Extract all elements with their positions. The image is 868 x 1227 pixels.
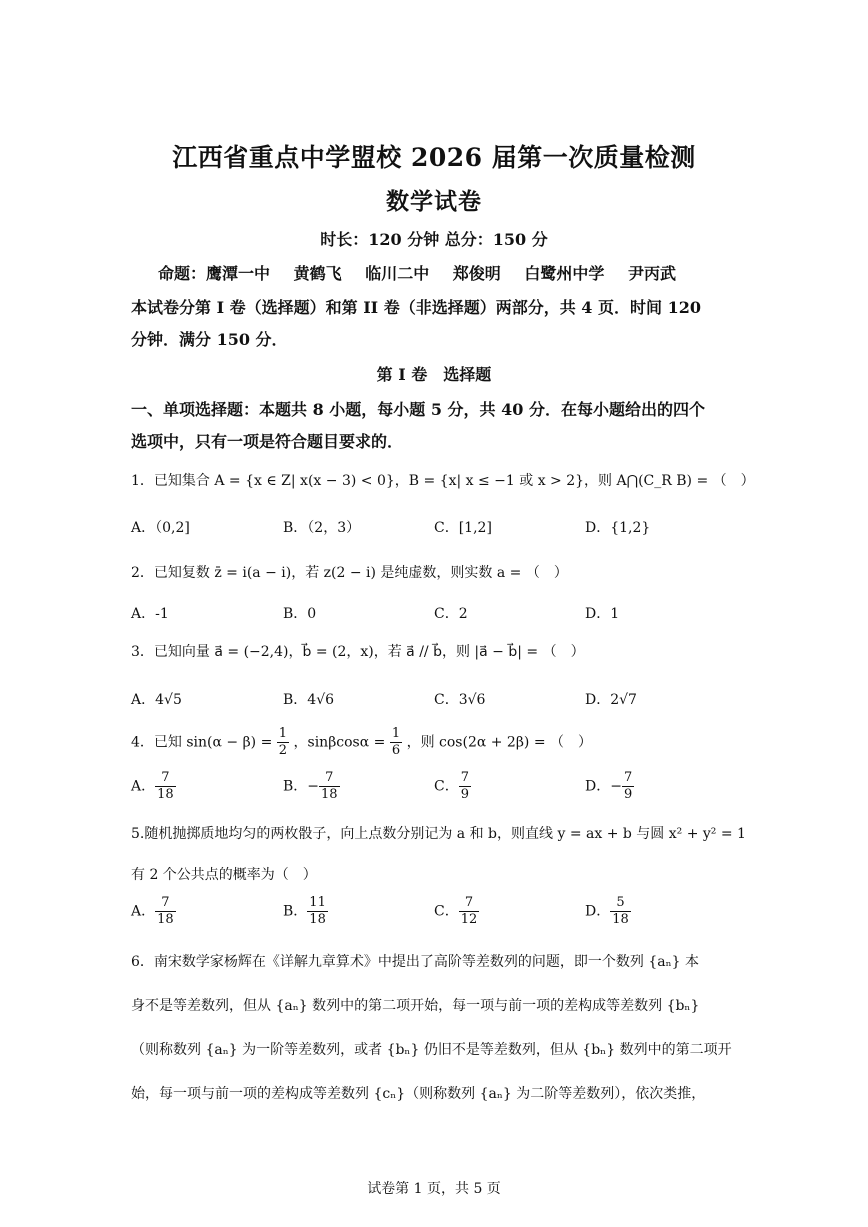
option-fraction (155, 895, 176, 928)
option-fraction (459, 895, 480, 928)
option-label: C． (434, 903, 459, 920)
exam-subtitle: 数学试卷 (386, 188, 482, 215)
question-1-option-c: C．[1,2] (434, 520, 492, 536)
option-sign: − (307, 778, 320, 795)
fraction-numerator: 7 (155, 770, 176, 787)
fraction-denominator: 2 (278, 743, 288, 758)
fraction-denominator: 9 (460, 787, 469, 802)
question-2-option-c: C．2 (434, 606, 468, 622)
question-4-stem-prefix: 4．已知 sin(α − β) = (131, 734, 273, 751)
question-5-option-c (434, 895, 479, 928)
question-6-line: 身不是等差数列，但从 {aₙ} 数列中的第二项开始，每一项与前一项的差构成等差数列 {bₙ} (131, 998, 700, 1014)
question-1-option-d: D．{1,2} (585, 520, 651, 536)
description-line: 分钟．满分 150 分． (131, 330, 288, 349)
fraction-denominator: 18 (321, 787, 338, 802)
option-label: C． (434, 778, 459, 795)
question-4-stem-mid: ，sinβcosα = (293, 734, 386, 751)
author-item: 白鹭州中学 (524, 264, 605, 283)
question-4-fraction-1 (277, 726, 289, 759)
question-4-fraction-2 (390, 726, 402, 759)
option-sign: − (610, 778, 622, 795)
author-item: 黄鹤飞 (293, 264, 342, 283)
option-fraction (307, 895, 328, 928)
fraction-numerator: 7 (623, 770, 633, 785)
fraction-numerator: 7 (460, 770, 469, 785)
question-5-stem-line-2: 有 2 个公共点的概率为（ ） (131, 867, 317, 883)
fraction-numerator: 7 (319, 770, 340, 787)
question-3-option-a: A．4√5 (131, 692, 182, 708)
authors-line (158, 261, 694, 284)
option-fraction (622, 770, 634, 803)
option-label: A． (131, 903, 156, 920)
question-4-option-d (585, 770, 634, 803)
fraction-numerator: 1 (278, 726, 288, 741)
section-instructions (131, 394, 705, 458)
question-3-option-c: C．3√6 (434, 692, 486, 708)
option-label: B． (283, 903, 308, 920)
fraction-numerator: 7 (459, 895, 480, 912)
question-2-option-d: D．1 (585, 606, 620, 622)
fraction-numerator: 1 (391, 726, 401, 741)
instruction-line: 一、单项选择题：本题共 8 小题，每小题 5 分，共 40 分．在每小题给出的四个 (131, 400, 705, 419)
option-label: D． (585, 903, 611, 920)
question-2-stem: 2．已知复数 z̄ = i(a − i)，若 z(2 − i) 是纯虚数，则实数 a = （ ） (131, 565, 568, 581)
fraction-numerator: 7 (155, 895, 176, 912)
question-1-stem: 1．已知集合 A = {x ∈ Z| x(x − 3) < 0}，B = {x| x ≤ −1 或 x > 2}，则 A⋂(C_R B) = （ ） (131, 473, 755, 489)
option-fraction (319, 770, 340, 803)
fraction-denominator: 18 (157, 787, 174, 802)
question-4-option-b (283, 770, 340, 803)
question-3-stem: 3．已知向量 a⃗ = (−2,4)，b⃗ = (2，x)，若 a⃗ // b⃗，则 |a⃗ − b⃗| = （ ） (131, 644, 585, 660)
question-5-option-d (585, 895, 631, 928)
question-4-option-c (434, 770, 471, 803)
author-item: 命题：鹰潭一中 (158, 264, 271, 283)
option-label: D． (585, 778, 611, 795)
question-2-option-a: A．-1 (131, 606, 169, 622)
fraction-numerator: 5 (610, 895, 631, 912)
question-4-option-a (131, 770, 176, 803)
option-fraction (610, 895, 631, 928)
author-item: 临川二中 (365, 264, 430, 283)
page-footer: 试卷第 1 页，共 5 页 (367, 1181, 501, 1197)
fraction-denominator: 18 (157, 912, 174, 927)
question-3-option-b: B．4√6 (283, 692, 335, 708)
question-6-line: 始，每一项与前一项的差构成等差数列 {cₙ}（则称数列 {aₙ} 为二阶等差数列），依次类推， (131, 1086, 706, 1102)
question-1-option-b: B．（2，3） (283, 520, 361, 536)
fraction-denominator: 6 (391, 743, 401, 758)
option-label: A． (131, 778, 156, 795)
description-line: 本试卷分第 I 卷（选择题）和第 II 卷（非选择题）两部分，共 4 页．时间 120 (131, 298, 701, 317)
author-item: 尹丙武 (627, 264, 676, 283)
fraction-denominator: 18 (309, 912, 326, 927)
author-item: 郑俊明 (452, 264, 501, 283)
exam-meta: 时长：120 分钟 总分：150 分 (320, 230, 548, 249)
question-1-option-a: A．（0,2] (131, 520, 190, 536)
question-6-stem (131, 940, 741, 1116)
question-3-option-d: D．2√7 (585, 692, 637, 708)
fraction-numerator: 11 (309, 895, 326, 910)
question-2-option-b: B．0 (283, 606, 317, 622)
question-5-option-b (283, 895, 328, 928)
exam-title: 江西省重点中学盟校 2026 届第一次质量检测 (172, 143, 696, 172)
question-4-stem-suffix: ，则 cos(2α + 2β) = （ ） (406, 734, 593, 751)
exam-description (131, 292, 701, 356)
option-fraction (459, 770, 471, 803)
question-4-stem (131, 726, 592, 759)
fraction-denominator: 18 (612, 912, 629, 927)
instruction-line: 选项中，只有一项是符合题目要求的． (131, 432, 404, 451)
option-label: B． (283, 778, 308, 795)
option-fraction (155, 770, 176, 803)
section-title: 第 I 卷 选择题 (376, 365, 492, 384)
question-6-line: 6．南宋数学家杨辉在《详解九章算术》中提出了高阶等差数列的问题，即一个数列 {aₙ} 本 (131, 954, 700, 970)
question-6-line: （则称数列 {aₙ} 为一阶等差数列，或者 {bₙ} 仍旧不是等差数列，但从 {bₙ} 数列中的第二项开 (131, 1042, 732, 1058)
fraction-denominator: 12 (460, 912, 478, 927)
fraction-denominator: 9 (623, 787, 633, 802)
question-5-stem-line-1: 5.随机抛掷质地均匀的两枚骰子，向上点数分别记为 a 和 b，则直线 y = ax + b 与圆 x² + y² = 1 (131, 826, 746, 842)
question-5-option-a (131, 895, 176, 928)
